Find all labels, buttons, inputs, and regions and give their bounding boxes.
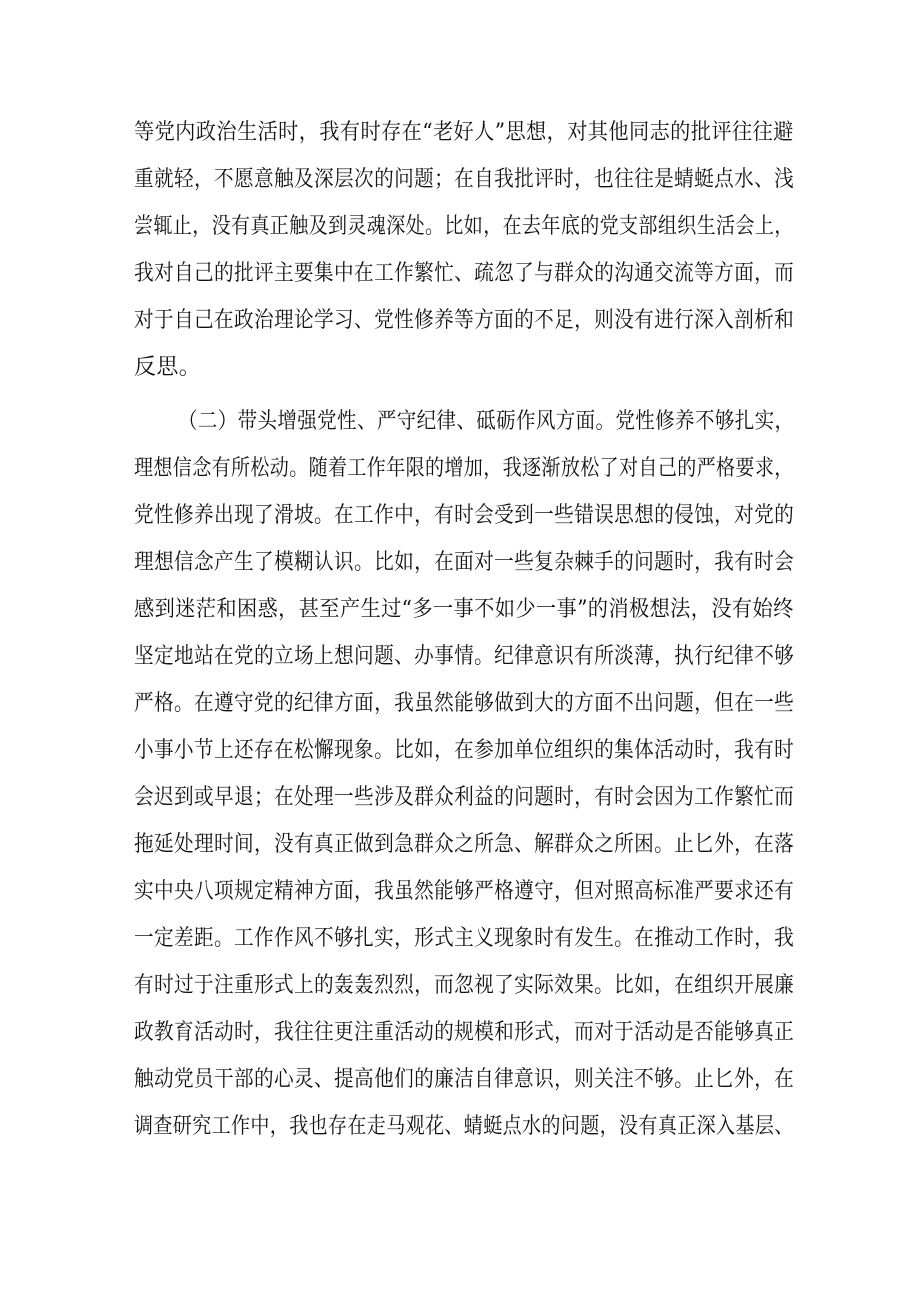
paragraph-1-line-4: 我对自己的批评主要集中在工作繁忙、疏忽了与群众的沟通交流等方面，而 [134, 261, 795, 286]
paragraph-2-line-2: 理想信念有所松动。随着工作年限的增加，我逐渐放松了对自己的严格要求， [134, 456, 794, 481]
paragraph-2-line-3: 党性修养出现了滑坡。在工作中，有时会受到一些错误思想的侵蚀，对党的 [134, 503, 795, 528]
paragraph-2-line-15: 触动党员干部的心灵、提高他们的廉洁自律意识，则关注不够。止匕外，在 [134, 1067, 795, 1092]
paragraph-2-line-16: 调查研究工作中，我也存在走马观花、蜻蜓点水的问题，没有真正深入基层、 [134, 1114, 794, 1139]
paragraph-2-line-11: 实中央八项规定精神方面，我虽然能够严格遵守，但对照高标准严要求还有 [134, 879, 795, 904]
paragraph-1-line-5: 对于自己在政治理论学习、党性修养等方面的不足，则没有进行深入剖析和 [134, 308, 795, 333]
paragraph-2-line-8: 小事小节上还存在松懈现象。比如，在参加单位组织的集体活动时，我有时 [134, 738, 795, 763]
paragraph-2-line-13: 有时过于注重形式上的轰轰烈烈，而忽视了实际效果。比如，在组织开展廉 [134, 973, 795, 998]
paragraph-1-line-6: 反思。 [134, 355, 202, 380]
paragraph-1-line-1: 等党内政治生活时，我有时存在“老好人”思想，对其他同志的批评往往避 [134, 120, 794, 145]
paragraph-2-line-5: 感到迷茫和困惑，甚至产生过“多一事不如少一事”的消极想法，没有始终 [134, 597, 794, 622]
paragraph-2-line-14: 政教育活动时，我往往更注重活动的规模和形式，而对于活动是否能够真正 [134, 1020, 795, 1045]
paragraph-2-line-10: 拖延处理时间，没有真正做到急群众之所急、解群众之所困。止匕外，在落 [134, 832, 795, 857]
paragraph-1-line-3: 尝辄止，没有真正触及到灵魂深处。比如，在去年底的党支部组织生活会上， [134, 214, 794, 239]
paragraph-2-line-1: （二）带头增强党性、严守纪律、砥砺作风方面。党性修养不够扎实， [178, 409, 795, 434]
paragraph-2-line-12: 一定差距。工作作风不够扎实，形式主义现象时有发生。在推动工作时，我 [134, 926, 795, 951]
paragraph-2-line-6: 坚定地站在党的立场上想问题、办事情。纪律意识有所淡薄，执行纪律不够 [134, 644, 795, 669]
paragraph-2-line-4: 理想信念产生了模糊认识。比如，在面对一些复杂棘手的问题时，我有时会 [134, 550, 795, 575]
paragraph-2-line-7: 严格。在遵守党的纪律方面，我虽然能够做到大的方面不出问题，但在一些 [134, 691, 795, 716]
paragraph-2-line-9: 会迟到或早退；在处理一些涉及群众利益的问题时，有时会因为工作繁忙而 [134, 785, 795, 810]
paragraph-1-line-2: 重就轻，不愿意触及深层次的问题；在自我批评时，也往往是蜻蜓点水、浅 [134, 167, 795, 192]
